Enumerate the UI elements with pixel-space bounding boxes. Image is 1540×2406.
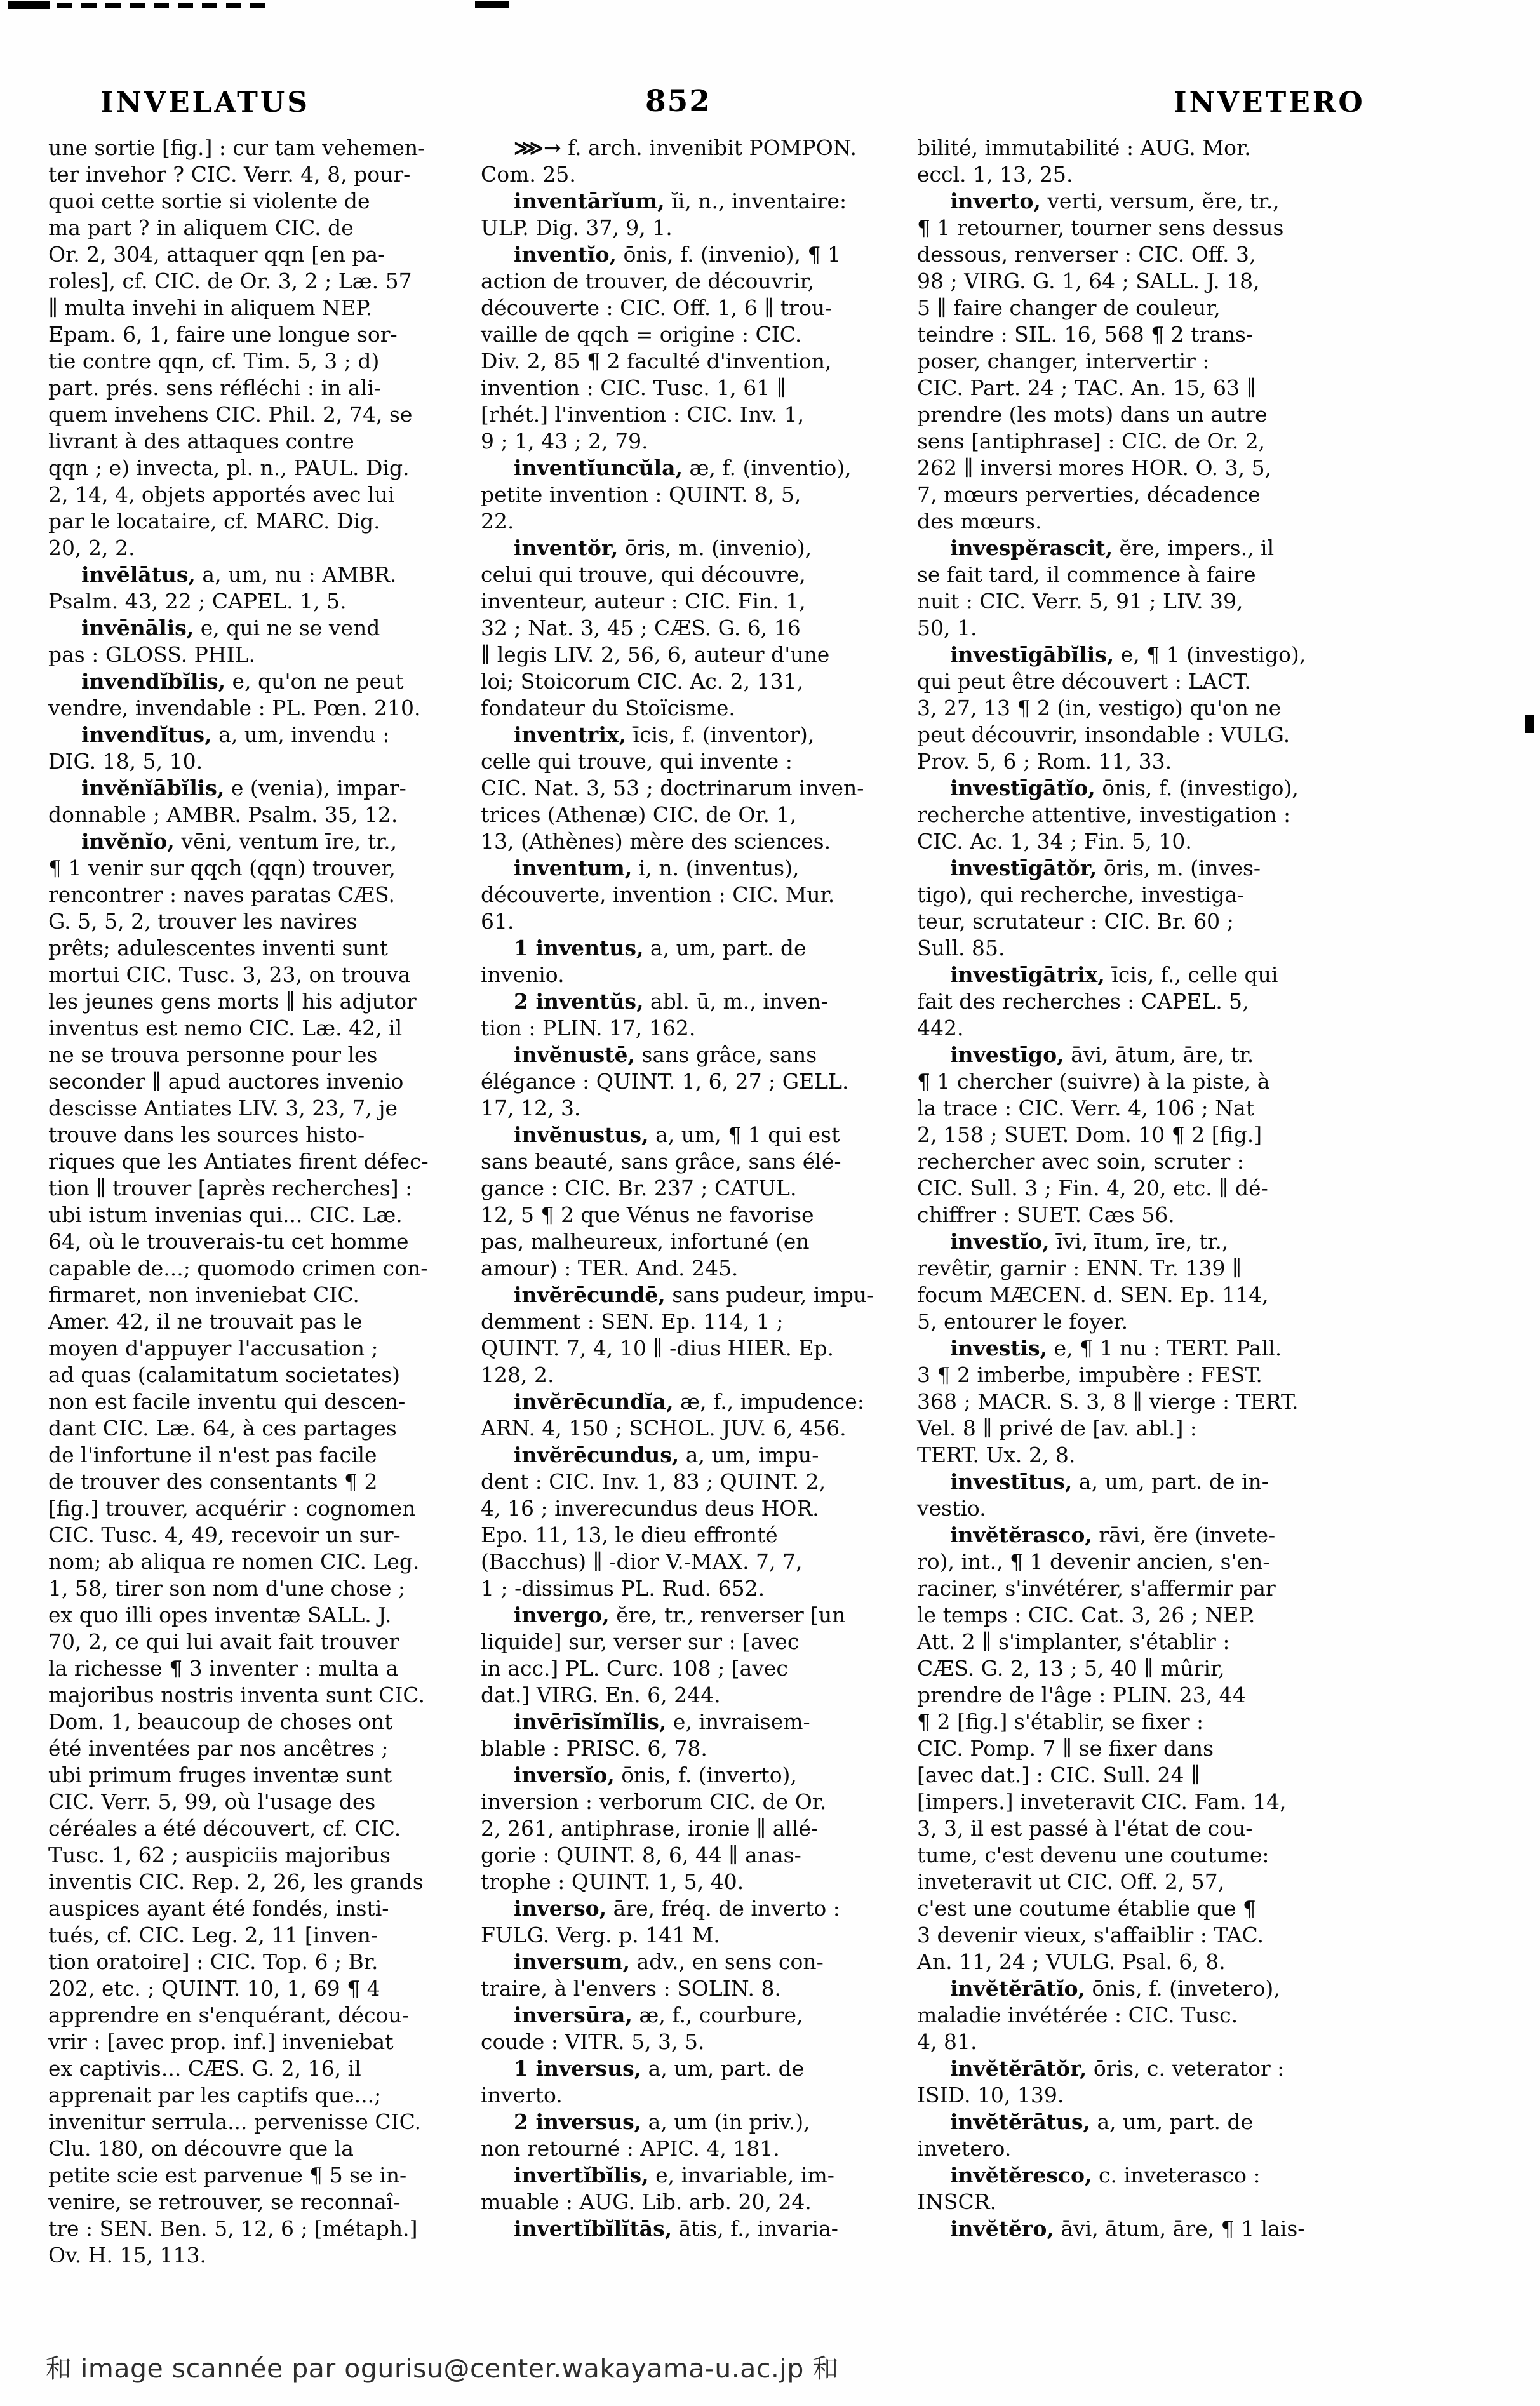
text-line: 2, 158 ; SUET. Dom. 10 ¶ 2 [fig.]	[917, 1122, 1262, 1147]
text-line: inventĭuncŭla, æ, f. (inventio),	[514, 455, 852, 480]
text-line: 70, 2, ce qui lui avait fait trouver	[48, 1629, 399, 1654]
text-line: prendre (les mots) dans un autre	[917, 402, 1268, 427]
text-line: invendĭtus, a, um, invendu :	[81, 722, 390, 747]
text-line: apprendre en s'enquérant, décou-	[48, 2003, 409, 2027]
text-line: vendre, invendable : PL. Pœn. 210.	[48, 696, 421, 720]
guideword-right: INVETERO	[1174, 86, 1365, 119]
text-line: 4, 16 ; inverecundus deus HOR.	[481, 1496, 819, 1521]
text-line: ubi primum fruges inventæ sunt	[48, 1763, 392, 1787]
text-line: inventrix, īcis, f. (inventor),	[514, 722, 815, 747]
column-2	[481, 135, 874, 2242]
text-line: chiffrer : SUET. Cæs 56.	[917, 1202, 1175, 1227]
column-3	[917, 135, 1306, 2242]
text-line: des mœurs.	[917, 509, 1042, 534]
text-line: 1 inversus, a, um, part. de	[514, 2056, 805, 2081]
text-line: investīgātŏr, ōris, m. (inves-	[950, 856, 1261, 880]
entry-headword: inventĭo,	[514, 242, 617, 267]
text-line: CIC. Verr. 5, 99, où l'usage des	[48, 1789, 376, 1814]
text-line: 20, 2, 2.	[48, 535, 135, 560]
text-line: CIC. Pomp. 7 ∥ se fixer dans	[917, 1736, 1214, 1761]
text-line: été inventées par nos ancêtres ;	[48, 1736, 389, 1761]
text-line: 442.	[917, 1016, 964, 1040]
text-line: découverte, invention : CIC. Mur.	[481, 882, 835, 907]
text-line: 13, (Athènes) mère des sciences.	[481, 829, 831, 854]
text-line: ULP. Dig. 37, 9, 1.	[481, 215, 673, 240]
entry-headword: invĕnĭābĭlis,	[81, 776, 225, 800]
text-line: la trace : CIC. Verr. 4, 106 ; Nat	[917, 1096, 1254, 1120]
entry-headword: 1 inversus,	[514, 2056, 642, 2081]
entry-headword: 1 inventus,	[514, 936, 644, 960]
text-line: descisse Antiates LIV. 3, 23, 7, je	[48, 1096, 398, 1120]
text-line: Psalm. 43, 22 ; CAPEL. 1, 5.	[48, 589, 347, 614]
text-line: investīgābĭlis, e, ¶ 1 (investigo),	[950, 642, 1306, 667]
entry-headword: investītus,	[950, 1469, 1073, 1494]
text-line: rechercher avec soin, scruter :	[917, 1149, 1244, 1174]
entry-headword: invertĭbĭlis,	[514, 2163, 649, 2188]
text-line: 50, 1.	[917, 615, 977, 640]
text-line: non est facile inventu qui descen-	[48, 1389, 406, 1414]
text-line: (Bacchus) ∥ -dior V.-MAX. 7, 7,	[481, 1549, 803, 1574]
text-line: CIC. Part. 24 ; TAC. An. 15, 63 ∥	[917, 375, 1256, 400]
text-line: tigo), qui recherche, investiga-	[917, 882, 1245, 907]
text-line: c'est une coutume établie que ¶	[917, 1896, 1256, 1921]
text-line: 98 ; VIRG. G. 1, 64 ; SALL. J. 18,	[917, 269, 1260, 293]
text-line: inventum, i, n. (inventus),	[514, 856, 800, 880]
text-line: inveteravit ut CIC. Off. 2, 57,	[917, 1869, 1225, 1894]
text-line: invĕtĕrātĭo, ōnis, f. (invetero),	[950, 1976, 1280, 2001]
text-line: tion ∥ trouver [après recherches] :	[48, 1176, 413, 1200]
text-line: blable : PRISC. 6, 78.	[481, 1736, 707, 1761]
text-line: investis, e, ¶ 1 nu : TERT. Pall.	[950, 1336, 1282, 1361]
text-line: 9 ; 1, 43 ; 2, 79.	[481, 429, 648, 454]
text-line: invertĭbĭlĭtās, ātis, f., invaria-	[514, 2216, 838, 2241]
entry-headword: invĕtĕrātĭo,	[950, 1976, 1085, 2001]
text-line: 22.	[481, 509, 514, 534]
text-line: inventis CIC. Rep. 2, 26, les grands	[48, 1869, 424, 1894]
text-line: invĕtĕrasco, rāvi, ĕre (invete-	[950, 1522, 1276, 1547]
text-line: [avec dat.] : CIC. Sull. 24 ∥	[917, 1763, 1201, 1787]
text-line: fait des recherches : CAPEL. 5,	[917, 989, 1249, 1014]
text-line: recherche attentive, investigation :	[917, 802, 1291, 827]
text-line: invĕrēcundē, sans pudeur, impu-	[514, 1282, 874, 1307]
text-line: inversum, adv., en sens con-	[514, 1949, 824, 1974]
scan-artifact	[1525, 715, 1534, 733]
text-line: tion : PLIN. 17, 162.	[481, 1016, 696, 1040]
text-line: CÆS. G. 2, 13 ; 5, 40 ∥ mûrir,	[917, 1656, 1225, 1681]
text-line: ¶ 1 retourner, tourner sens dessus	[917, 215, 1284, 240]
entry-headword: investīgātĭo,	[950, 776, 1095, 800]
text-line: gorie : QUINT. 8, 6, 44 ∥ anas-	[481, 1843, 801, 1867]
text-line: 7, mœurs perverties, décadence	[917, 482, 1261, 507]
text-line: CIC. Ac. 1, 34 ; Fin. 5, 10.	[917, 829, 1192, 854]
text-line: tués, cf. CIC. Leg. 2, 11 [inven-	[48, 1923, 378, 1947]
column-1	[48, 135, 432, 2269]
text-line: Epo. 11, 13, le dieu effronté	[481, 1522, 778, 1547]
entry-headword: invĕtĕro,	[950, 2216, 1054, 2241]
text-line: apprenait par les captifs que...;	[48, 2083, 382, 2107]
text-line: mortui CIC. Tusc. 3, 23, on trouva	[48, 962, 411, 987]
text-line: vaille de qqch = origine : CIC.	[481, 322, 802, 347]
entry-headword: invērīsĭmĭlis,	[514, 1709, 667, 1734]
text-line: invĕnustus, a, um, ¶ 1 qui est	[514, 1122, 840, 1147]
text-line: ex captivis... CÆS. G. 2, 16, il	[48, 2056, 361, 2081]
text-line: revêtir, garnir : ENN. Tr. 139 ∥	[917, 1256, 1242, 1280]
text-line: celui qui trouve, qui découvre,	[481, 562, 806, 587]
text-line: trouve dans les sources histo-	[48, 1122, 365, 1147]
text-line: demment : SEN. Ep. 114, 1 ;	[481, 1309, 784, 1334]
scan-artifact	[57, 3, 273, 8]
text-line: invertĭbĭlis, e, invariable, im-	[514, 2163, 834, 2188]
entry-headword: inventŏr,	[514, 535, 619, 560]
text-line: invĕrēcundĭa, æ, f., impudence:	[514, 1389, 864, 1414]
text-line: in acc.] PL. Curc. 108 ; [avec	[481, 1656, 788, 1681]
text-line: ISID. 10, 139.	[917, 2083, 1064, 2107]
text-line: teindre : SIL. 16, 568 ¶ 2 trans-	[917, 322, 1254, 347]
entry-headword: investīgābĭlis,	[950, 642, 1115, 667]
text-line: tre : SEN. Ben. 5, 12, 6 ; [métaph.]	[48, 2216, 418, 2241]
text-line: 2, 261, antiphrase, ironie ∥ allé-	[481, 1816, 819, 1841]
text-line: maladie invétérée : CIC. Tusc.	[917, 2003, 1238, 2027]
text-line: 5 ∥ faire changer de couleur,	[917, 295, 1221, 320]
entry-headword: invĕtĕrasco,	[950, 1522, 1092, 1547]
text-line: invĕtĕro, āvi, ātum, āre, ¶ 1 lais-	[950, 2216, 1305, 2241]
text-line: invĕnĭo, vēni, ventum īre, tr.,	[81, 829, 398, 854]
entry-headword: 2 inversus,	[514, 2109, 642, 2134]
entry-headword: invendĭbĭlis,	[81, 669, 226, 694]
text-line: invention : CIC. Tusc. 1, 61 ∥	[481, 375, 786, 400]
text-line: focum MÆCEN. d. SEN. Ep. 114,	[917, 1282, 1269, 1307]
text-line: loi; Stoicorum CIC. Ac. 2, 131,	[481, 669, 804, 694]
text-line: [fig.] trouver, acquérir : cognomen	[48, 1496, 416, 1521]
text-line: Div. 2, 85 ¶ 2 faculté d'invention,	[481, 349, 832, 373]
entry-headword: invĕrēcundē,	[514, 1282, 666, 1307]
text-line: inversūra, æ, f., courbure,	[514, 2003, 803, 2027]
text-line: CIC. Nat. 3, 53 ; doctrinarum inven-	[481, 776, 864, 800]
text-line: investīgātĭo, ōnis, f. (investigo),	[950, 776, 1299, 800]
text-line: 32 ; Nat. 3, 45 ; CÆS. G. 6, 16	[481, 615, 801, 640]
text-line: fondateur du Stoïcisme.	[481, 696, 735, 720]
text-line: 1 ; -dissimus PL. Rud. 652.	[481, 1576, 765, 1601]
text-line: celle qui trouve, qui invente :	[481, 749, 793, 774]
text-line: amour) : TER. And. 245.	[481, 1256, 739, 1280]
text-line: les jeunes gens morts ∥ his adjutor	[48, 989, 417, 1014]
text-line: inventārĭum, ĭi, n., inventaire:	[514, 189, 847, 213]
entry-headword: invespĕrascit,	[950, 535, 1113, 560]
text-line: ¶ 1 venir sur qqch (qqn) trouver,	[48, 856, 396, 880]
text-line: dessous, renverser : CIC. Off. 3,	[917, 242, 1256, 267]
text-line: ad quas (calamitatum societates)	[48, 1362, 401, 1387]
text-line: 5, entourer le foyer.	[917, 1309, 1128, 1334]
text-line: An. 11, 24 ; VULG. Psal. 6, 8.	[917, 1949, 1226, 1974]
text-line: CIC. Tusc. 4, 49, recevoir un sur-	[48, 1522, 401, 1547]
entry-headword: investīgo,	[950, 1042, 1064, 1067]
text-line: Tusc. 1, 62 ; auspiciis majoribus	[48, 1843, 391, 1867]
entry-headword: 2 inventŭs,	[514, 989, 644, 1014]
text-line: G. 5, 5, 2, trouver les navires	[48, 909, 358, 934]
entry-headword: invēnālis,	[81, 615, 194, 640]
text-line: rencontrer : naves paratas CÆS.	[48, 882, 395, 907]
text-line: eccl. 1, 13, 25.	[917, 162, 1073, 187]
text-line: petite invention : QUINT. 8, 5,	[481, 482, 801, 507]
text-line: inversĭo, ōnis, f. (inverto),	[514, 1763, 797, 1787]
text-line: livrant à des attaques contre	[48, 429, 354, 454]
text-line: roles], cf. CIC. de Or. 3, 2 ; Læ. 57	[48, 269, 412, 293]
text-line: invenio.	[481, 962, 565, 987]
text-line: Clu. 180, on découvre que la	[48, 2136, 354, 2161]
text-line: Amer. 42, il ne trouvait pas le	[48, 1309, 363, 1334]
text-line: ⋙→ f. arch. invenibit POMPON.	[514, 135, 857, 160]
text-line: invenitur serrula... pervenisse CIC.	[48, 2109, 422, 2134]
scan-credit: 和 image scannée par ogurisu@center.wakayama-u.ac.jp 和	[46, 2353, 839, 2384]
text-line: 128, 2.	[481, 1362, 554, 1387]
text-line: invespĕrascit, ĕre, impers., il	[950, 535, 1275, 560]
text-line: ex quo illi opes inventæ SALL. J.	[48, 1603, 392, 1627]
text-line: Epam. 6, 1, faire une longue sor-	[48, 322, 398, 347]
text-line: de trouver des consentants ¶ 2	[48, 1469, 378, 1494]
text-line: Sull. 85.	[917, 936, 1005, 960]
text-line: invendĭbĭlis, e, qu'on ne peut	[81, 669, 404, 694]
text-line: ∥ multa invehi in aliquem NEP.	[48, 295, 373, 320]
text-line: sens [antiphrase] : CIC. de Or. 2,	[917, 429, 1266, 454]
text-line: ter invehor ? CIC. Verr. 4, 8, pour-	[48, 162, 411, 187]
entry-headword: invendĭtus,	[81, 722, 212, 747]
text-line: ∥ legis LIV. 2, 56, 6, auteur d'une	[481, 642, 830, 667]
text-line: 17, 12, 3.	[481, 1096, 581, 1120]
text-line: bilité, immutabilité : AUG. Mor.	[917, 135, 1251, 160]
text-line: [impers.] inveteravit CIC. Fam. 14,	[917, 1789, 1287, 1814]
scan-artifact	[8, 1, 50, 9]
text-line: nuit : CIC. Verr. 5, 91 ; LIV. 39,	[917, 589, 1243, 614]
text-line: 12, 5 ¶ 2 que Vénus ne favorise	[481, 1202, 814, 1227]
text-line: 3 devenir vieux, s'affaiblir : TAC.	[917, 1923, 1264, 1947]
text-line: ne se trouva personne pour les	[48, 1042, 378, 1067]
text-line: le temps : CIC. Cat. 3, 26 ; NEP.	[917, 1603, 1255, 1627]
entry-headword: inversĭo,	[514, 1763, 615, 1787]
entry-headword: inversum,	[514, 1949, 631, 1974]
text-line: Vel. 8 ∥ privé de [av. abl.] :	[917, 1416, 1197, 1441]
entry-headword: investĭo,	[950, 1229, 1050, 1254]
text-line: capable de...; quomodo crimen con-	[48, 1256, 428, 1280]
text-line: inverto.	[481, 2083, 563, 2107]
text-line: majoribus nostris inventa sunt CIC.	[48, 1683, 425, 1707]
text-line: invĕtĕresco, c. inveterasco :	[950, 2163, 1261, 2188]
entry-headword: invĕnĭo,	[81, 829, 175, 854]
text-line: dant CIC. Læ. 64, à ces partages	[48, 1416, 397, 1441]
text-line: investĭo, īvi, ītum, īre, tr.,	[950, 1229, 1229, 1254]
entry-headword: inverto,	[950, 189, 1041, 213]
text-line: 3, 27, 13 ¶ 2 (in, vestigo) qu'on ne	[917, 696, 1282, 720]
text-line: 2 inventŭs, abl. ū, m., inven-	[514, 989, 828, 1014]
text-line: pas : GLOSS. PHIL.	[48, 642, 256, 667]
text-line: QUINT. 7, 4, 10 ∥ -dius HIER. Ep.	[481, 1336, 834, 1361]
text-line: inverso, āre, fréq. de inverto :	[514, 1896, 840, 1921]
entry-headword: invertĭbĭlĭtās,	[514, 2216, 673, 2241]
text-line: 202, etc. ; QUINT. 10, 1, 69 ¶ 4	[48, 1976, 380, 2001]
text-line: peut découvrir, insondable : VULG.	[917, 722, 1290, 747]
text-line: 3, 3, il est passé à l'état de cou-	[917, 1816, 1253, 1841]
text-line: invĕnĭābĭlis, e (venia), impar-	[81, 776, 406, 800]
text-line: muable : AUG. Lib. arb. 20, 24.	[481, 2189, 812, 2214]
text-line: inverto, verti, versum, ĕre, tr.,	[950, 189, 1280, 213]
text-line: DIG. 18, 5, 10.	[48, 749, 203, 774]
text-line: ¶ 1 chercher (suivre) à la piste, à	[917, 1069, 1270, 1094]
entry-headword: inventum,	[514, 856, 633, 880]
text-line: par le locataire, cf. MARC. Dig.	[48, 509, 380, 534]
text-line: traire, à l'envers : SOLIN. 8.	[481, 1976, 781, 2001]
text-line: auspices ayant été fondés, insti-	[48, 1896, 389, 1921]
text-line: 1 inventus, a, um, part. de	[514, 936, 807, 960]
entry-headword: investīgātrix,	[950, 962, 1105, 987]
text-line: gance : CIC. Br. 237 ; CATUL.	[481, 1176, 797, 1200]
text-line: inventĭo, ōnis, f. (invenio), ¶ 1	[514, 242, 841, 267]
text-line: ¶ 2 [fig.] s'établir, se fixer :	[917, 1709, 1204, 1734]
text-line: Ov. H. 15, 113.	[48, 2243, 206, 2268]
text-line: 368 ; MACR. S. 3, 8 ∥ vierge : TERT.	[917, 1389, 1299, 1414]
text-line: inventeur, auteur : CIC. Fin. 1,	[481, 589, 806, 614]
text-line: tie contre qqn, cf. Tim. 5, 3 ; d)	[48, 349, 380, 373]
text-line: investīgo, āvi, ātum, āre, tr.	[950, 1042, 1254, 1067]
entry-headword: invĕnustus,	[514, 1122, 649, 1147]
text-line: venire, se retrouver, se reconnaî-	[48, 2189, 401, 2214]
text-line: prendre de l'âge : PLIN. 23, 44	[917, 1683, 1246, 1707]
entry-headword: investīgātŏr,	[950, 856, 1097, 880]
text-line: dent : CIC. Inv. 1, 83 ; QUINT. 2,	[481, 1469, 826, 1494]
entry-headword: inventĭuncŭla,	[514, 455, 683, 480]
entry-headword: invĕtĕrātus,	[950, 2109, 1091, 2134]
text-line: invergo, ĕre, tr., renverser [un	[514, 1603, 846, 1627]
text-line: ubi istum invenias qui... CIC. Læ.	[48, 1202, 403, 1227]
entry-headword: inventrix,	[514, 722, 627, 747]
text-line: 2, 14, 4, objets apportés avec lui	[48, 482, 395, 507]
text-line: élégance : QUINT. 1, 6, 27 ; GELL.	[481, 1069, 849, 1094]
text-line: invērīsĭmĭlis, e, invraisem-	[514, 1709, 810, 1734]
text-line: invēlātus, a, um, nu : AMBR.	[81, 562, 397, 587]
text-line: sans beauté, sans grâce, sans élé-	[481, 1149, 841, 1174]
entry-headword: ⋙→	[514, 135, 561, 160]
text-line: 1, 58, tirer son nom d'une chose ;	[48, 1576, 406, 1601]
text-line: ro), int., ¶ 1 devenir ancien, s'en-	[917, 1549, 1270, 1574]
text-line: invĕnustē, sans grâce, sans	[514, 1042, 817, 1067]
text-line: ARN. 4, 150 ; SCHOL. JUV. 6, 456.	[481, 1416, 847, 1441]
text-line: invĕtĕrātŏr, ōris, c. veterator :	[950, 2056, 1285, 2081]
text-line: 61.	[481, 909, 514, 934]
entry-headword: invergo,	[514, 1603, 610, 1627]
entry-headword: invĕnustē,	[514, 1042, 635, 1067]
text-line: pas, malheureux, infortuné (en	[481, 1229, 810, 1254]
text-line: tion oratoire] : CIC. Top. 6 ; Br.	[48, 1949, 378, 1974]
text-line: liquide] sur, verser sur : [avec	[481, 1629, 800, 1654]
text-line: TERT. Ux. 2, 8.	[917, 1442, 1076, 1467]
text-line: 262 ∥ inversi mores HOR. O. 3, 5,	[917, 455, 1272, 480]
text-line: part. prés. sens réfléchi : in ali-	[48, 375, 381, 400]
text-line: invĕrēcundus, a, um, impu-	[514, 1442, 819, 1467]
text-line: se fait tard, il commence à faire	[917, 562, 1256, 587]
text-line: vestio.	[917, 1496, 986, 1521]
text-line: coude : VITR. 5, 3, 5.	[481, 2029, 705, 2054]
text-line: teur, scrutateur : CIC. Br. 60 ;	[917, 909, 1234, 934]
text-line: inventus est nemo CIC. Læ. 42, il	[48, 1016, 403, 1040]
entry-headword: invĕrēcundĭa,	[514, 1389, 674, 1414]
scan-artifact	[475, 1, 509, 8]
entry-headword: invĕtĕresco,	[950, 2163, 1092, 2188]
text-line: qui peut être découvert : LACT.	[917, 669, 1251, 694]
text-line: quem invehens CIC. Phil. 2, 74, se	[48, 402, 413, 427]
text-line: Prov. 5, 6 ; Rom. 11, 33.	[917, 749, 1172, 774]
text-line: trices (Athenæ) CIC. de Or. 1,	[481, 802, 796, 827]
text-line: qqn ; e) invecta, pl. n., PAUL. Dig.	[48, 455, 410, 480]
text-line: donnable ; AMBR. Psalm. 35, 12.	[48, 802, 398, 827]
text-line: Com. 25.	[481, 162, 576, 187]
text-line: dat.] VIRG. En. 6, 244.	[481, 1683, 721, 1707]
text-line: seconder ∥ apud auctores invenio	[48, 1069, 404, 1094]
entry-headword: invēlātus,	[81, 562, 196, 587]
entry-headword: inversūra,	[514, 2003, 633, 2027]
text-line: quoi cette sortie si violente de	[48, 189, 370, 213]
text-line: Att. 2 ∥ s'implanter, s'établir :	[917, 1629, 1230, 1654]
text-line: nom; ab aliqua re nomen CIC. Leg.	[48, 1549, 420, 1574]
text-line: moyen d'appuyer l'accusation ;	[48, 1336, 378, 1361]
text-line: 3 ¶ 2 imberbe, impubère : FEST.	[917, 1362, 1262, 1387]
text-line: CIC. Sull. 3 ; Fin. 4, 20, etc. ∥ dé-	[917, 1176, 1268, 1200]
text-line: Or. 2, 304, attaquer qqn [en pa-	[48, 242, 385, 267]
text-line: 64, où le trouverais-tu cet homme	[48, 1229, 409, 1254]
entry-headword: invĕrēcundus,	[514, 1442, 680, 1467]
entry-headword: inventārĭum,	[514, 189, 665, 213]
text-line: petite scie est parvenue ¶ 5 se in-	[48, 2163, 407, 2188]
text-line: [rhét.] l'invention : CIC. Inv. 1,	[481, 402, 805, 427]
text-line: une sortie [fig.] : cur tam vehemen-	[48, 135, 425, 160]
entry-headword: invĕtĕrātŏr,	[950, 2056, 1087, 2081]
text-line: trophe : QUINT. 1, 5, 40.	[481, 1869, 744, 1894]
text-line: céréales a été découvert, cf. CIC.	[48, 1816, 401, 1841]
text-line: investītus, a, um, part. de in-	[950, 1469, 1269, 1494]
text-line: invetero.	[917, 2136, 1012, 2161]
text-line: poser, changer, intervertir :	[917, 349, 1210, 373]
entry-headword: investis,	[950, 1336, 1048, 1361]
text-line: 4, 81.	[917, 2029, 977, 2054]
text-line: inversion : verborum CIC. de Or.	[481, 1789, 827, 1814]
text-line: prêts; adulescentes inventi sunt	[48, 936, 389, 960]
text-line: investīgātrix, īcis, f., celle qui	[950, 962, 1278, 987]
text-line: Dom. 1, beaucoup de choses ont	[48, 1709, 393, 1734]
text-line: raciner, s'invétérer, s'affermir par	[917, 1576, 1276, 1601]
text-line: de l'infortune il n'est pas facile	[48, 1442, 377, 1467]
text-line: ma part ? in aliquem CIC. de	[48, 215, 354, 240]
text-line: non retourné : APIC. 4, 181.	[481, 2136, 780, 2161]
text-line: riques que les Antiates firent défec-	[48, 1149, 429, 1174]
text-line: inventŏr, ōris, m. (invenio),	[514, 535, 812, 560]
text-line: 2 inversus, a, um (in priv.),	[514, 2109, 810, 2134]
text-line: invēnālis, e, qui ne se vend	[81, 615, 380, 640]
text-line: INSCR.	[917, 2189, 997, 2214]
text-line: firmaret, non inveniebat CIC.	[48, 1282, 359, 1307]
text-line: invĕtĕrātus, a, um, part. de	[950, 2109, 1254, 2134]
text-line: vrir : [avec prop. inf.] inveniebat	[48, 2029, 394, 2054]
text-line: FULG. Verg. p. 141 M.	[481, 1923, 720, 1947]
entry-headword: inverso,	[514, 1896, 607, 1921]
text-line: découverte : CIC. Off. 1, 6 ∥ trou-	[481, 295, 833, 320]
guideword-left: INVELATUS	[100, 86, 311, 119]
page-number: 852	[645, 84, 712, 119]
text-line: la richesse ¶ 3 inventer : multa a	[48, 1656, 399, 1681]
text-line: tume, c'est devenu une coutume:	[917, 1843, 1269, 1867]
text-line: action de trouver, de découvrir,	[481, 269, 815, 293]
